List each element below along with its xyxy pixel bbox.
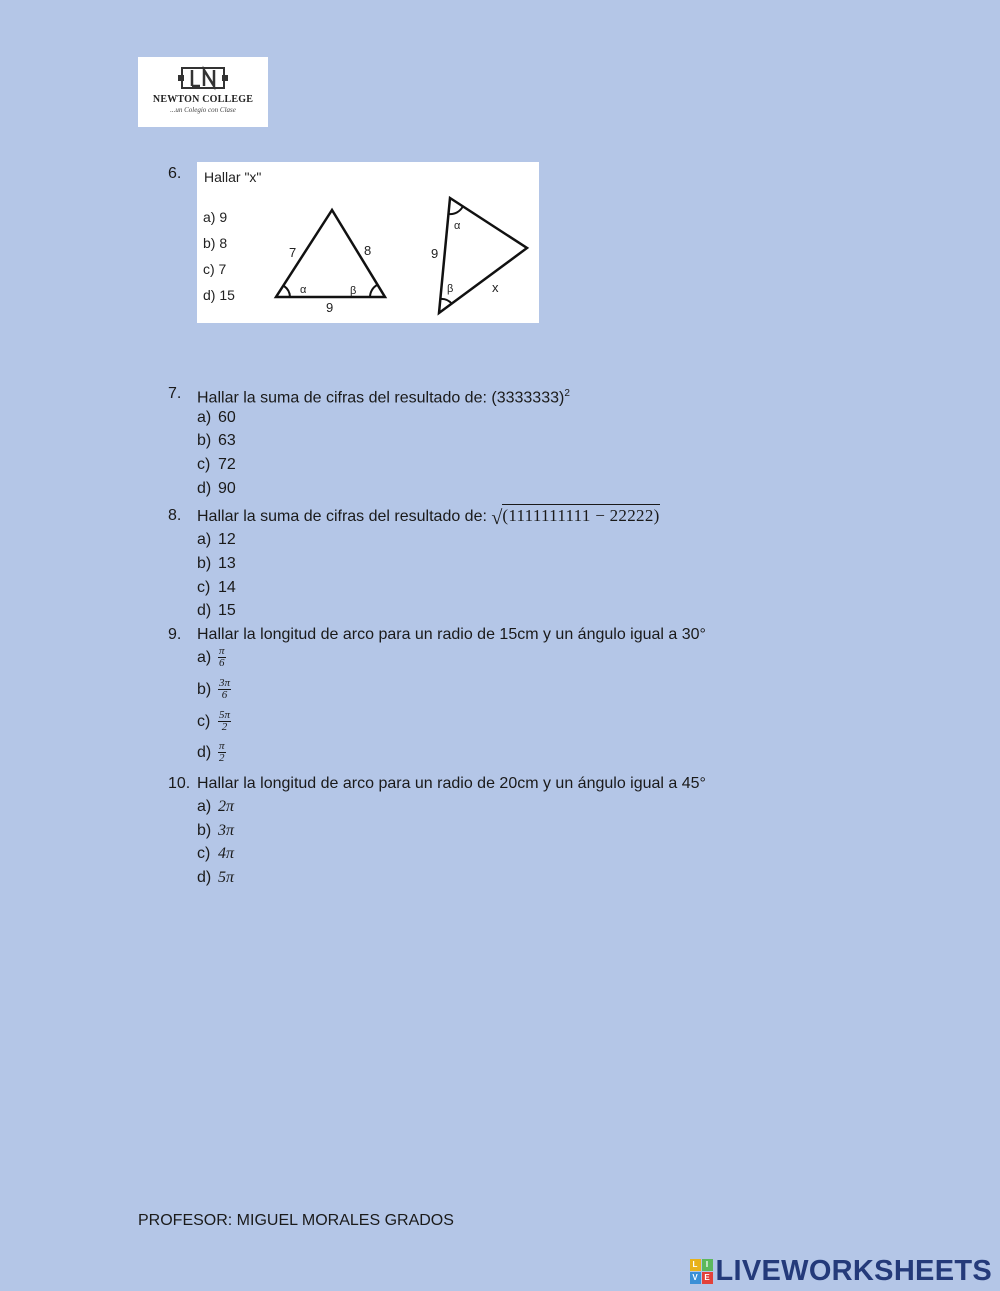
alpha-label-1: α <box>300 284 307 296</box>
angle-arc-beta-1 <box>370 285 377 297</box>
option-10a: a) 2π <box>197 798 235 815</box>
question-8-number: 8. <box>168 507 182 524</box>
newton-monogram-icon <box>178 65 228 91</box>
option-8d: d) 15 <box>197 602 236 619</box>
question-8-text <box>197 506 660 528</box>
option-7b: b) 63 <box>197 432 236 449</box>
liveworksheets-logo <box>690 1256 993 1286</box>
option-8a: a) 12 <box>197 531 236 548</box>
question-6-number: 6. <box>168 165 182 182</box>
option-8c: c) 14 <box>197 579 236 596</box>
angle-arc-alpha-1 <box>284 286 290 297</box>
base-label: 9 <box>326 300 334 315</box>
question-7-number: 7. <box>168 385 182 402</box>
figure-option-c: c) 7 <box>203 261 227 277</box>
option-7c: c) 72 <box>197 456 236 473</box>
option-7d: d) 90 <box>197 480 236 497</box>
fraction: $\frac{\pi}{2}$ <box>219 740 225 764</box>
question-10-text: Hallar la longitud de arco para un radio de 20cm y un ángulo igual a 45° <box>197 775 706 792</box>
figure-option-d: d) 15 <box>203 287 235 303</box>
teacher-footer: PROFESOR: MIGUEL MORALES GRADOS <box>138 1212 454 1229</box>
question-7-text <box>197 384 570 408</box>
logo-name: NEWTON COLLEGE <box>152 94 254 105</box>
exponent: 2 <box>564 388 570 399</box>
option-8b: b) 13 <box>197 555 236 572</box>
triangle-2 <box>439 198 527 313</box>
option-9d: d) $\frac{\pi}{2}$ <box>197 740 225 764</box>
fraction: $\frac{3\pi}{6}$ <box>219 677 231 701</box>
option-10c: c) 4π <box>197 845 235 862</box>
beta-label-1: β <box>350 285 357 297</box>
square-root-expression: √(1111111111 − 22222) <box>491 506 660 529</box>
option-9a: a) $\frac{\pi}{6}$ <box>197 645 225 669</box>
option-7a: a) 60 <box>197 409 236 426</box>
side-label-x: x <box>492 280 499 295</box>
liveworksheets-wordmark: LIVEWORKSHEETS <box>715 1254 992 1287</box>
beta-label-2: β <box>447 283 454 295</box>
question-6-figure <box>197 162 539 323</box>
question-9-number: 9. <box>168 626 182 643</box>
option-9c: c) $\frac{5\pi}{2}$ <box>197 709 231 733</box>
logo-tagline: ...un Colegio con Clase <box>170 106 236 114</box>
fraction: $\frac{\pi}{6}$ <box>219 645 225 669</box>
side-label-9: 9 <box>431 246 439 261</box>
option-10d: d) 5π <box>197 869 235 886</box>
radicand: (1111111111 − 22222) <box>502 506 660 525</box>
angle-arc-beta-2 <box>440 299 452 304</box>
option-10b: b) 3π <box>197 822 235 839</box>
school-logo <box>138 57 268 127</box>
figure-title: Hallar "x" <box>204 169 262 185</box>
triangles-diagram <box>197 162 539 323</box>
option-9b: b) $\frac{3\pi}{6}$ <box>197 677 231 701</box>
side-label-left: 7 <box>289 245 297 260</box>
figure-option-b: b) 8 <box>203 235 228 251</box>
question-8-prompt: Hallar la suma de cifras del resultado de: <box>197 508 487 525</box>
angle-arc-alpha-2 <box>449 206 463 214</box>
question-10-number: 10. <box>168 775 191 792</box>
live-blocks-icon: L I V E <box>690 1259 713 1284</box>
figure-option-a: a) 9 <box>203 209 228 225</box>
alpha-label-2: α <box>454 220 461 232</box>
question-7-prompt: Hallar la suma de cifras del resultado de: (3333333) <box>197 389 565 407</box>
question-9-text: Hallar la longitud de arco para un radio de 15cm y un ángulo igual a 30° <box>197 626 706 643</box>
fraction: $\frac{5\pi}{2}$ <box>219 709 231 733</box>
side-label-right: 8 <box>364 243 372 258</box>
